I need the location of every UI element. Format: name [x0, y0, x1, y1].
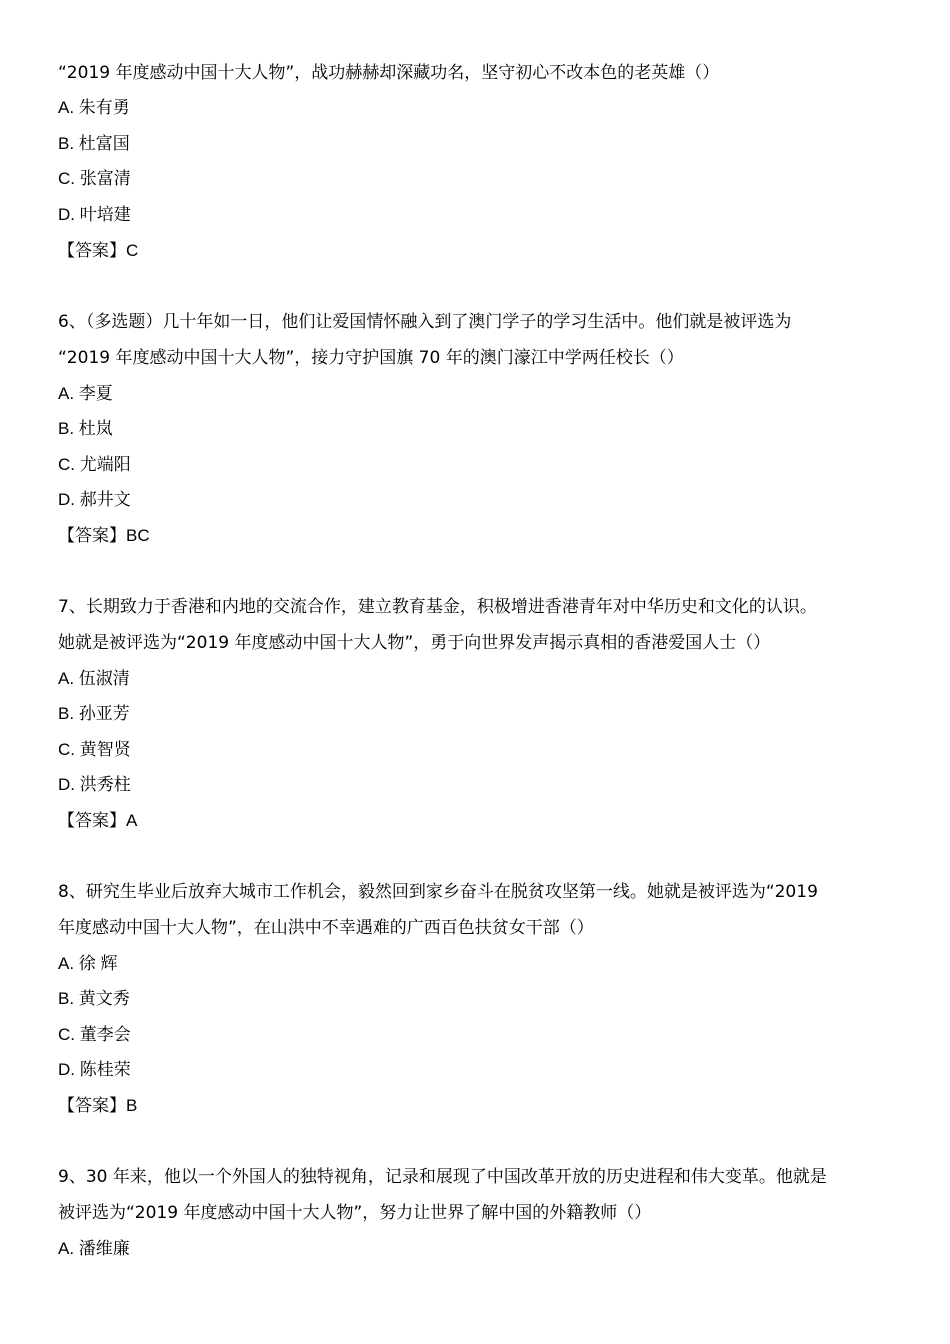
question-8-answer: 【答案】B: [58, 1096, 138, 1115]
question-8-text-line-2: 年度感动中国十大人物”，在山洪中不幸遇难的广西百色扶贫女干部（）: [58, 918, 594, 938]
question-5-option-a: A. 朱有勇: [58, 98, 130, 117]
question-7-option-a: A. 伍淑清: [58, 669, 130, 688]
question-6-answer: 【答案】BC: [58, 526, 150, 545]
question-9-text-line-1: 9、30 年来，他以一个外国人的独特视角，记录和展现了中国改革开放的历史进程和伟大变革。他就是: [58, 1167, 827, 1187]
question-5-answer: 【答案】C: [58, 241, 139, 260]
question-7-text-line-2: 她就是被评选为“2019 年度感动中国十大人物”，勇于向世界发声揭示真相的香港爱国人士（）: [58, 633, 771, 653]
question-6-option-c: C. 尤端阳: [58, 455, 131, 474]
question-8-option-c: C. 董李会: [58, 1025, 131, 1044]
question-9-text-line-2: 被评选为“2019 年度感动中国十大人物”，努力让世界了解中国的外籍教师（）: [58, 1203, 652, 1223]
question-8-text-line-1: 8、研究生毕业后放弃大城市工作机会，毅然回到家乡奋斗在脱贫攻坚第一线。她就是被评选为“2019: [58, 882, 818, 902]
question-8-option-b: B. 黄文秀: [58, 989, 130, 1008]
question-6-text-line-2: “2019 年度感动中国十大人物”，接力守护国旗 70 年的澳门濠江中学两任校长（）: [58, 348, 684, 368]
question-7-text-line-1: 7、长期致力于香港和内地的交流合作，建立教育基金，积极增进香港青年对中华历史和文化的认识。: [58, 597, 817, 617]
question-7-option-b: B. 孙亚芳: [58, 704, 130, 723]
question-6-option-d: D. 郝井文: [58, 490, 131, 509]
question-9-option-a: A. 潘维廉: [58, 1239, 130, 1258]
question-6-option-b: B. 杜岚: [58, 419, 113, 438]
question-6-option-a: A. 李夏: [58, 384, 113, 403]
question-5-option-d: D. 叶培建: [58, 205, 131, 224]
question-5-option-b: B. 杜富国: [58, 134, 130, 153]
question-8-option-d: D. 陈桂荣: [58, 1060, 131, 1079]
question-7-option-d: D. 洪秀柱: [58, 775, 131, 794]
question-5-option-c: C. 张富清: [58, 169, 131, 188]
question-7-option-c: C. 黄智贤: [58, 740, 131, 759]
question-7-answer: 【答案】A: [58, 811, 138, 830]
question-5-text-line-1: “2019 年度感动中国十大人物”，战功赫赫却深藏功名，坚守初心不改本色的老英雄（）: [58, 63, 720, 83]
question-8-option-a: A. 徐 辉: [58, 954, 118, 973]
question-6-text-line-1: 6、（多选题）几十年如一日，他们让爱国情怀融入到了澳门学子的学习生活中。他们就是被评选为: [58, 312, 792, 332]
